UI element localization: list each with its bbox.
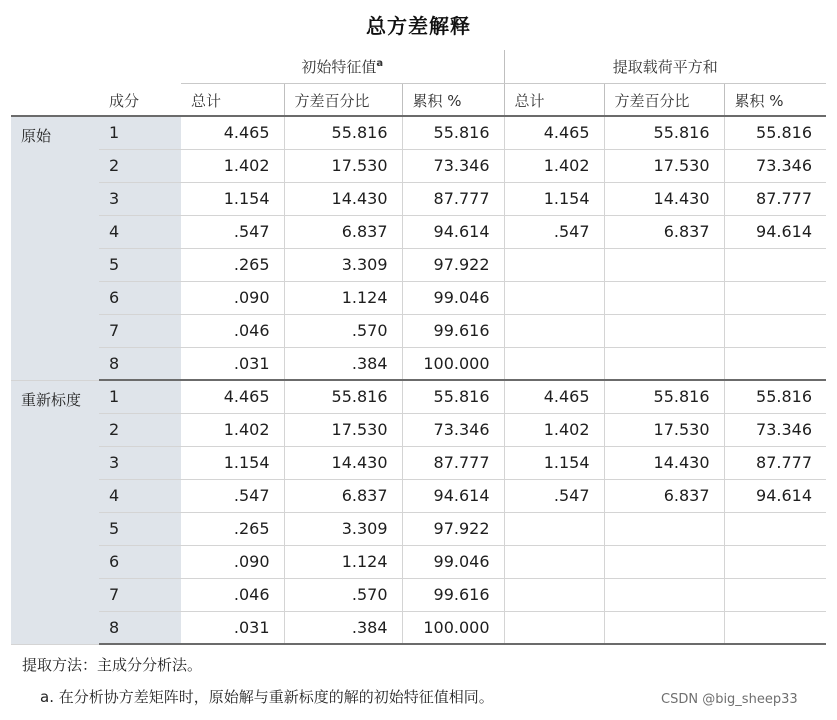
table-row — [11, 182, 826, 215]
component-cell: 4 — [99, 215, 181, 248]
value-cell-cum: 87.777 — [402, 182, 504, 215]
table-row — [11, 512, 826, 545]
component-cell: 1 — [99, 380, 181, 413]
value-cell-ext-total — [504, 545, 604, 578]
value-cell-ext-cum: 55.816 — [724, 116, 826, 149]
value-cell-cum: 73.346 — [402, 149, 504, 182]
value-cell-cum: 100.000 — [402, 347, 504, 380]
value-cell-ext-pct — [604, 578, 724, 611]
value-cell-ext-pct — [604, 611, 724, 644]
col-header-ext-cumulative: 累积 % — [724, 83, 826, 116]
value-cell-ext-pct: 17.530 — [604, 413, 724, 446]
value-cell-cum: 97.922 — [402, 512, 504, 545]
value-cell-pct: .570 — [284, 314, 402, 347]
value-cell-ext-total — [504, 578, 604, 611]
row-group-label: 原始 — [11, 116, 99, 380]
value-cell-cum: 94.614 — [402, 479, 504, 512]
value-cell-ext-cum: 94.614 — [724, 479, 826, 512]
table-title: 总方差解释 — [366, 14, 471, 38]
component-cell: 4 — [99, 479, 181, 512]
value-cell-ext-total — [504, 512, 604, 545]
value-cell-pct: 14.430 — [284, 446, 402, 479]
watermark: CSDN @big_sheep33 — [661, 692, 798, 707]
value-cell-cum: 94.614 — [402, 215, 504, 248]
value-cell-ext-cum: 55.816 — [724, 380, 826, 413]
value-cell-total: .046 — [181, 578, 284, 611]
component-cell: 3 — [99, 182, 181, 215]
value-cell-pct: 14.430 — [284, 182, 402, 215]
component-cell: 5 — [99, 512, 181, 545]
value-cell-ext-pct: 6.837 — [604, 479, 724, 512]
value-cell-total: .046 — [181, 314, 284, 347]
value-cell-ext-total: 4.465 — [504, 116, 604, 149]
value-cell-pct: 1.124 — [284, 545, 402, 578]
value-cell-ext-total — [504, 611, 604, 644]
value-cell-ext-cum — [724, 545, 826, 578]
value-cell-total: .090 — [181, 281, 284, 314]
value-cell-ext-pct — [604, 545, 724, 578]
value-cell-cum: 99.616 — [402, 314, 504, 347]
table-row — [11, 116, 826, 149]
value-cell-ext-pct — [604, 512, 724, 545]
value-cell-cum: 55.816 — [402, 380, 504, 413]
component-cell: 8 — [99, 611, 181, 644]
table-row — [11, 281, 826, 314]
value-cell-total: .090 — [181, 545, 284, 578]
value-cell-ext-total — [504, 347, 604, 380]
value-cell-ext-cum — [724, 347, 826, 380]
component-cell: 2 — [99, 413, 181, 446]
value-cell-ext-cum — [724, 611, 826, 644]
value-cell-ext-cum: 87.777 — [724, 446, 826, 479]
value-cell-ext-pct — [604, 347, 724, 380]
value-cell-pct: 6.837 — [284, 479, 402, 512]
value-cell-ext-pct — [604, 281, 724, 314]
value-cell-cum: 87.777 — [402, 446, 504, 479]
value-cell-pct: 17.530 — [284, 149, 402, 182]
value-cell-total: .031 — [181, 347, 284, 380]
col-header-total: 总计 — [181, 83, 284, 116]
value-cell-ext-cum — [724, 578, 826, 611]
value-cell-cum: 99.046 — [402, 281, 504, 314]
value-cell-pct: 3.309 — [284, 248, 402, 281]
value-cell-ext-cum — [724, 512, 826, 545]
table-row — [11, 215, 826, 248]
component-cell: 6 — [99, 545, 181, 578]
value-cell-ext-pct: 17.530 — [604, 149, 724, 182]
col-header-ext-pct-variance: 方差百分比 — [604, 83, 724, 116]
table-row — [11, 314, 826, 347]
value-cell-ext-total — [504, 281, 604, 314]
component-cell: 8 — [99, 347, 181, 380]
col-header-pct-variance: 方差百分比 — [284, 83, 402, 116]
table-row — [11, 413, 826, 446]
value-cell-ext-cum — [724, 281, 826, 314]
value-cell-ext-pct — [604, 248, 724, 281]
value-cell-pct: .384 — [284, 347, 402, 380]
value-cell-cum: 97.922 — [402, 248, 504, 281]
value-cell-ext-cum: 87.777 — [724, 182, 826, 215]
table-row — [11, 545, 826, 578]
col-header-cumulative: 累积 % — [402, 83, 504, 116]
value-cell-ext-cum: 73.346 — [724, 149, 826, 182]
value-cell-ext-total: .547 — [504, 479, 604, 512]
value-cell-ext-pct: 55.816 — [604, 380, 724, 413]
table-row — [11, 347, 826, 380]
header-row-columns — [11, 83, 826, 116]
value-cell-pct: 1.124 — [284, 281, 402, 314]
total-variance-table — [11, 50, 826, 645]
value-cell-total: 1.154 — [181, 182, 284, 215]
value-cell-pct: 55.816 — [284, 116, 402, 149]
table-row — [11, 248, 826, 281]
value-cell-ext-total: 4.465 — [504, 380, 604, 413]
value-cell-cum: 73.346 — [402, 413, 504, 446]
table-row — [11, 611, 826, 644]
value-cell-ext-total: .547 — [504, 215, 604, 248]
table-row — [11, 380, 826, 413]
value-cell-ext-total: 1.154 — [504, 446, 604, 479]
value-cell-pct: .384 — [284, 611, 402, 644]
value-cell-pct: 6.837 — [284, 215, 402, 248]
value-cell-ext-total — [504, 248, 604, 281]
value-cell-ext-total — [504, 314, 604, 347]
component-cell: 6 — [99, 281, 181, 314]
value-cell-total: .265 — [181, 512, 284, 545]
footnote-a: a. 在分析协方差矩阵时，原始解与重新标度的解的初始特征值相同。 — [40, 688, 494, 706]
value-cell-total: 4.465 — [181, 116, 284, 149]
footnote-method: 提取方法：主成分分析法。 — [22, 656, 203, 674]
value-cell-ext-pct: 14.430 — [604, 182, 724, 215]
component-cell: 5 — [99, 248, 181, 281]
value-cell-ext-total: 1.402 — [504, 149, 604, 182]
col-header-component: 成分 — [99, 83, 181, 116]
group-header-initial: 初始特征值$^a$ — [181, 50, 504, 83]
value-cell-cum: 55.816 — [402, 116, 504, 149]
value-cell-ext-pct: 55.816 — [604, 116, 724, 149]
component-cell: 7 — [99, 578, 181, 611]
value-cell-ext-cum — [724, 314, 826, 347]
table-row — [11, 446, 826, 479]
table-row — [11, 578, 826, 611]
value-cell-total: .031 — [181, 611, 284, 644]
value-cell-cum: 99.616 — [402, 578, 504, 611]
value-cell-pct: 17.530 — [284, 413, 402, 446]
value-cell-total: 4.465 — [181, 380, 284, 413]
value-cell-ext-total: 1.154 — [504, 182, 604, 215]
value-cell-total: .547 — [181, 479, 284, 512]
table-row — [11, 149, 826, 182]
value-cell-ext-cum — [724, 248, 826, 281]
value-cell-total: .547 — [181, 215, 284, 248]
component-cell: 1 — [99, 116, 181, 149]
value-cell-ext-cum: 94.614 — [724, 215, 826, 248]
header-row-groups — [11, 50, 826, 83]
value-cell-total: 1.402 — [181, 149, 284, 182]
value-cell-ext-pct: 14.430 — [604, 446, 724, 479]
value-cell-pct: 3.309 — [284, 512, 402, 545]
value-cell-total: .265 — [181, 248, 284, 281]
value-cell-pct: 55.816 — [284, 380, 402, 413]
group-header-extraction: 提取载荷平方和 — [504, 50, 826, 83]
value-cell-cum: 100.000 — [402, 611, 504, 644]
value-cell-ext-total: 1.402 — [504, 413, 604, 446]
value-cell-total: 1.402 — [181, 413, 284, 446]
component-cell: 7 — [99, 314, 181, 347]
component-cell: 3 — [99, 446, 181, 479]
table-row — [11, 479, 826, 512]
component-cell: 2 — [99, 149, 181, 182]
value-cell-ext-cum: 73.346 — [724, 413, 826, 446]
value-cell-cum: 99.046 — [402, 545, 504, 578]
value-cell-total: 1.154 — [181, 446, 284, 479]
value-cell-ext-pct — [604, 314, 724, 347]
value-cell-ext-pct: 6.837 — [604, 215, 724, 248]
value-cell-pct: .570 — [284, 578, 402, 611]
col-header-ext-total: 总计 — [504, 83, 604, 116]
row-group-label: 重新标度 — [11, 380, 99, 644]
